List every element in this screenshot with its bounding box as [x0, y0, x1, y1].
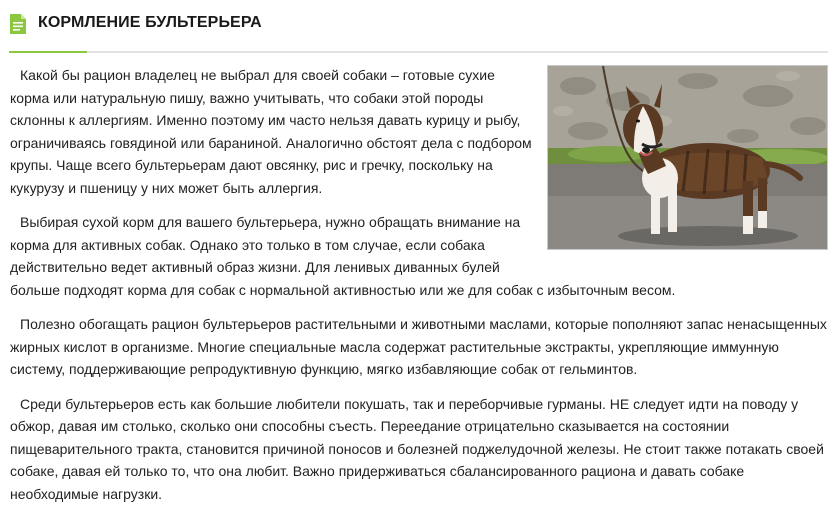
- page-title: КОРМЛЕНИЕ БУЛЬТЕРЬЕРА: [38, 14, 262, 31]
- paragraph-diet-allergies: Какой бы рацион владелец не выбрал для своей собаки – готовые сухие корма или натуральную пишу, важно учитывать, что собаки этой породы склонны к аллергиям. Именно поэтому им часто нельзя давать курицу и рыбу, ограничиваясь говядиной или бараниной. Аналогично обстоят дела с подбором крупы. Чаще всего бультерьерам дают овсянку, рис и гречку, поскольку на кукурузу и пшеницу у них может быть аллергия.: [10, 67, 532, 196]
- paragraph-oils: Полезно обогащать рацион бультерьеров растительными и животными маслами, которые пополняют запас ненасыщенных жирных кислот в организме. Многие специальные масла содержат растительные экстракты, укрепляющие иммунную систему, поддерживающие репродуктивную функцию, мягко избавляющие собак от гельминтов.: [10, 316, 827, 377]
- section-header: [0, 0, 838, 54]
- document-icon: [9, 13, 27, 35]
- bull-terrier-photo: [547, 65, 828, 250]
- paragraph-overeating: Среди бультерьеров есть как большие любители покушать, так и переборчивые гурманы. НЕ следует идти на поводу у обжор, давая им столько, сколько они способны съесть. Переедание отрицательно сказывается на состоянии пищеварительного тракта, становится причиной поносов и болезней поджелудочной железы. Не стоит также потакать своей собаке, давая ей только то, что она любит. Важно придерживаться сбалансированного рациона и давать собаке необходимые нагрузки.: [10, 395, 824, 502]
- header-divider-accent: [9, 51, 87, 53]
- header-divider: [9, 51, 828, 53]
- dog-image: [548, 66, 827, 249]
- article-body: [10, 64, 828, 517]
- paragraph-dry-food: Выбирая сухой корм для вашего бультерьера, нужно обращать внимание на корма для активных собак. Однако это только в том случае, если собака действительно ведет активный образ жизни. Для ленивых диванных булей больше подходят корма для собак с нормальной активностью или же для собак с избыточным весом.: [10, 214, 676, 298]
